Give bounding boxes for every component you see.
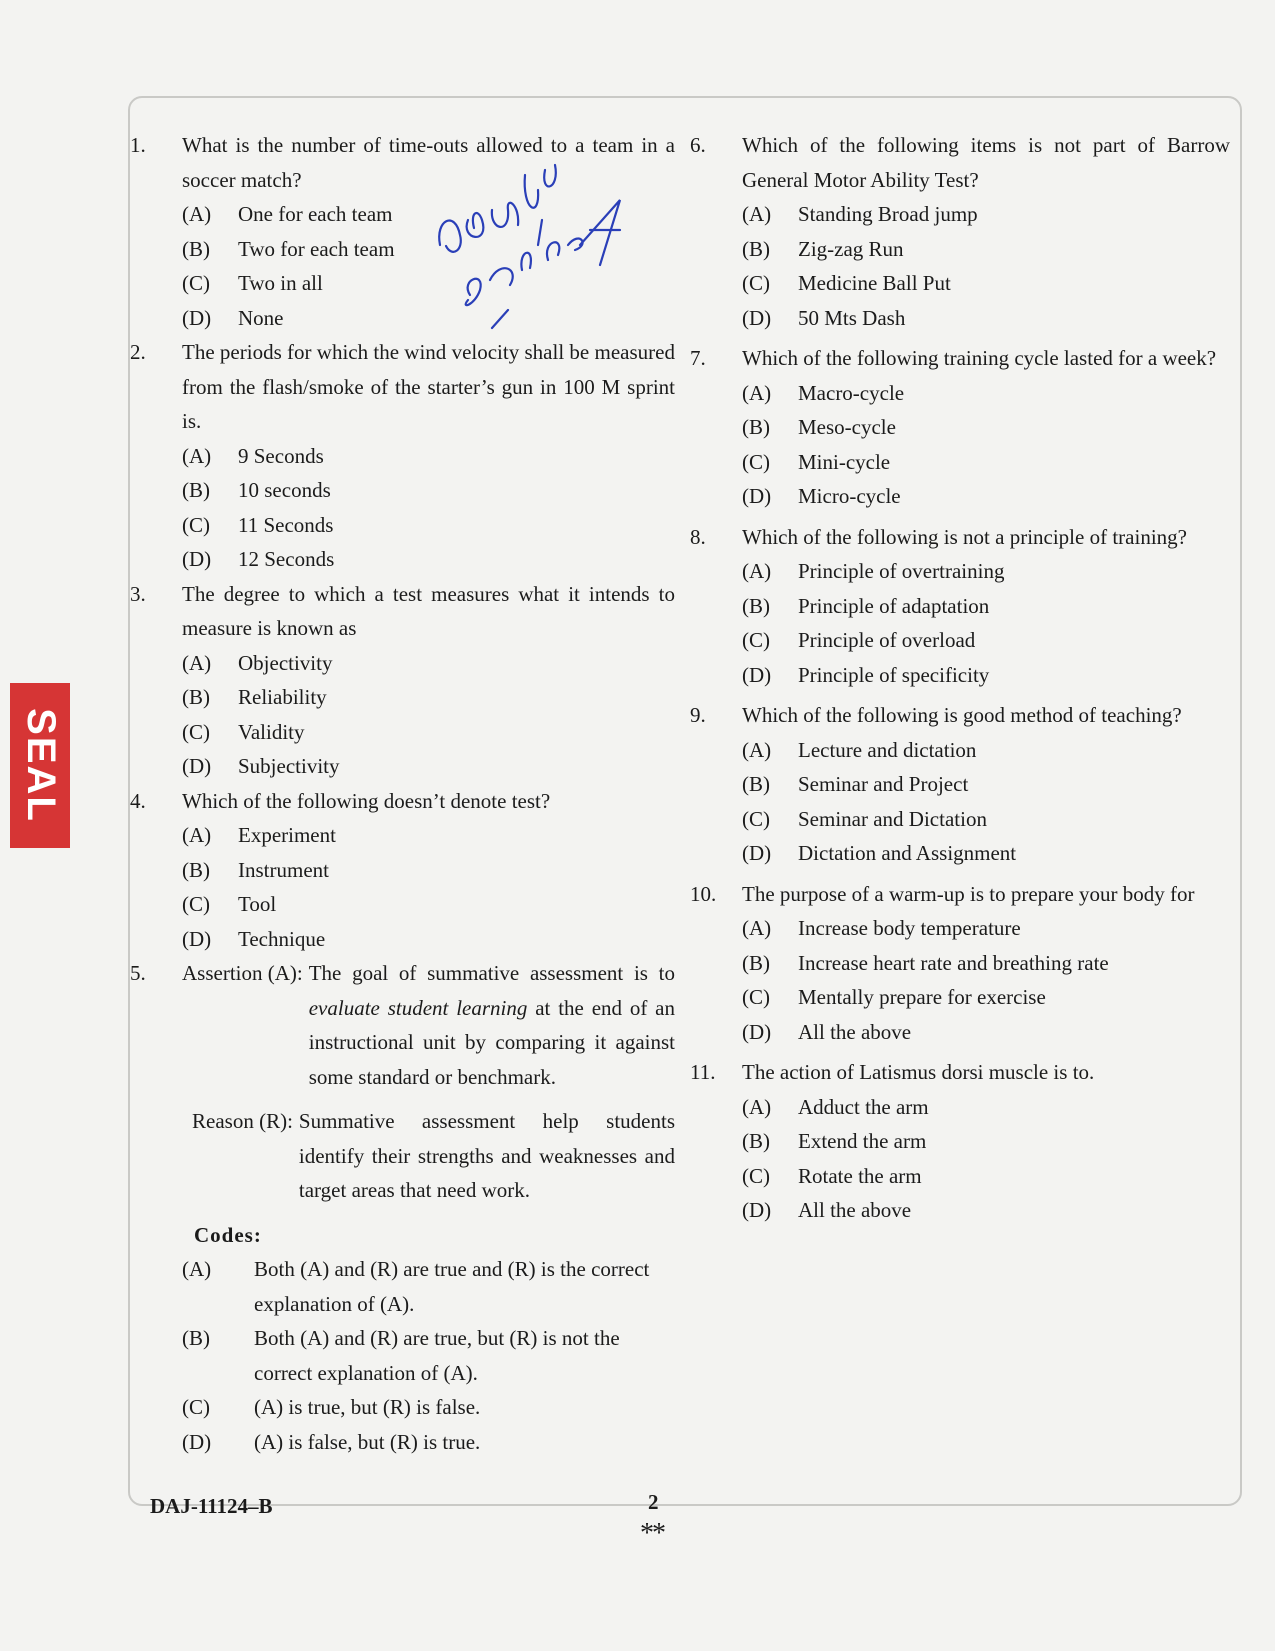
question-3 [130,577,675,784]
question-stem: What is the number of time-outs allowed to a team in a soccer match? [182,133,675,192]
option-text: Lecture and dictation [798,737,977,762]
option-text: Tool [238,892,277,916]
option-d[interactable] [182,749,675,784]
option-c[interactable] [182,508,675,543]
option-c[interactable] [182,715,675,750]
question-number: 3. [130,581,146,606]
option-label: (C) [742,628,770,652]
option-text: Validity [238,719,305,744]
question-stem: Which of the following items is not part of Barrow General Motor Ability Test? [742,133,1230,192]
option-text: Macro-cycle [798,380,905,405]
question-number: 2. [130,340,146,364]
option-label: (A) [182,650,212,675]
option-label: (D) [182,754,212,778]
option-label: (A) [182,202,212,226]
option-label: (B) [742,950,770,975]
option-text: (A) is true, but (R) is false. [254,1395,481,1419]
option-label: (C) [182,892,210,916]
option-a[interactable] [742,197,1230,232]
option-d[interactable] [742,479,1230,514]
option-label: (C) [182,512,210,537]
option-label: (D) [182,926,212,951]
option-d[interactable] [182,301,675,336]
option-c[interactable] [742,623,1230,658]
question-number: 9. [690,703,706,727]
option-a[interactable] [182,646,675,681]
option-label: (A) [182,1257,212,1281]
question-number: 11. [690,1060,716,1084]
option-text: Technique [238,926,326,951]
option-c[interactable] [742,980,1230,1015]
option-a[interactable] [742,911,1230,946]
option-text: All the above [798,1198,912,1222]
option-text: Instrument [238,857,329,882]
question-stem: Which of the following is not a principle of training? [742,524,1187,549]
page-number: 2 [648,1490,659,1514]
option-label: (D) [742,1019,772,1044]
question-11 [690,1055,1230,1228]
code-option-b[interactable] [182,1321,675,1390]
question-number: 6. [690,133,706,157]
option-b[interactable] [742,410,1230,445]
option-label: (B) [182,478,210,502]
option-text: Micro-cycle [798,484,901,508]
option-label: (C) [182,271,210,295]
option-label: (A) [742,916,772,940]
option-b[interactable] [182,853,675,888]
option-text: None [238,305,284,330]
option-text: Two for each team [238,236,395,261]
option-text: Standing Broad jump [798,202,978,226]
option-label: (A) [742,559,772,583]
option-text: Experiment [238,823,336,847]
option-a[interactable] [182,439,675,474]
option-c[interactable] [182,266,675,301]
option-label: (D) [742,305,772,330]
option-b[interactable] [742,946,1230,981]
option-text: Both (A) and (R) are true and (R) is the correct explanation of (A). [254,1257,650,1316]
option-text: Principle of overtraining [798,559,1005,583]
question-stem: The periods for which the wind velocity shall be measured from the flash/smoke of the starter’s gun in 100 M sprint is. [182,340,675,433]
assertion-text: The goal of summative assessment is to evaluate student learning at the end of an instructional unit by comparing it against some standard or benchmark. [308,961,675,1089]
option-b[interactable] [182,232,675,267]
option-d[interactable] [742,1015,1230,1050]
option-label: (B) [182,857,210,882]
option-d[interactable] [742,301,1230,336]
option-text: Meso-cycle [798,415,896,439]
option-text: Subjectivity [238,754,340,778]
option-label: (B) [742,593,770,618]
option-a[interactable] [742,554,1230,589]
option-label: (D) [182,305,212,330]
option-label: (D) [742,662,772,687]
option-label: (A) [742,380,772,405]
option-a[interactable] [742,376,1230,411]
option-a[interactable] [182,818,675,853]
option-text: One for each team [238,202,393,226]
option-c[interactable] [182,887,675,922]
option-label: (D) [182,547,212,571]
question-stem: The degree to which a test measures what it intends to measure is known as [182,581,675,640]
option-label: (A) [742,737,772,762]
booklet-code: DAJ-11124–B [150,1494,273,1518]
option-text: 50 Mts Dash [798,305,906,330]
option-label: (C) [742,985,770,1009]
option-text: Principle of adaptation [798,593,990,618]
option-label: (B) [182,685,210,709]
option-text: Two in all [238,271,323,295]
option-text: Rotate the arm [798,1163,922,1188]
option-b[interactable] [742,589,1230,624]
question-5 [130,956,675,1459]
option-text: Zig-zag Run [798,236,904,261]
question-number: 4. [130,788,146,813]
option-label: (D) [742,841,772,865]
option-label: (A) [742,1094,772,1119]
option-label: (B) [182,1326,210,1350]
option-text: Increase body temperature [798,916,1021,940]
option-b[interactable] [742,767,1230,802]
question-8 [690,520,1230,693]
reason-text: Summative assessment help students identify their strengths and weaknesses and target areas that need work. [298,1109,675,1202]
question-stem: The purpose of a warm-up is to prepare your body for [742,881,1195,906]
option-text: Mini-cycle [798,449,891,474]
question-7 [690,341,1230,514]
option-label: (C) [742,1163,770,1188]
question-4 [130,784,675,957]
option-text: Increase heart rate and breathing rate [798,950,1109,975]
option-d[interactable] [742,836,1230,871]
option-text: Principle of overload [798,628,976,652]
option-text: 12 Seconds [238,547,335,571]
question-1 [130,128,675,335]
option-d[interactable] [742,658,1230,693]
option-label: (A) [182,443,212,468]
codes-title: Codes: [194,1222,262,1247]
option-label: (B) [742,772,770,796]
option-label: (D) [742,484,772,508]
question-number: 1. [130,133,146,157]
assertion [182,956,675,1094]
question-number: 5. [130,961,146,985]
option-text: All the above [798,1019,912,1044]
option-d[interactable] [182,542,675,577]
question-stem: Which of the following is good method of teaching? [742,703,1182,727]
question-9 [690,698,1230,871]
option-label: (C) [182,1395,210,1419]
option-text: Both (A) and (R) are true, but (R) is not the correct explanation of (A). [254,1326,620,1385]
option-label: (C) [742,449,770,474]
option-label: (D) [182,1429,212,1454]
assertion-label: Assertion (A): [182,961,303,985]
question-number: 10. [690,881,717,906]
option-a[interactable] [742,1090,1230,1125]
option-label: (B) [742,415,770,439]
code-option-d[interactable] [182,1425,675,1460]
right-column [690,128,1230,1228]
option-c[interactable] [742,266,1230,301]
option-c[interactable] [742,445,1230,480]
option-text: 11 Seconds [238,512,334,537]
option-text: Mentally prepare for exercise [798,985,1046,1009]
option-text: Seminar and Dictation [798,806,987,831]
option-text: Seminar and Project [798,772,969,796]
option-label: (B) [742,236,770,261]
footer-stars: ** [640,1518,664,1549]
option-a[interactable] [742,733,1230,768]
option-b[interactable] [742,232,1230,267]
code-option-c[interactable] [182,1390,675,1425]
option-text: Objectivity [238,650,333,675]
question-10 [690,877,1230,1050]
option-b[interactable] [742,1124,1230,1159]
option-text: (A) is false, but (R) is true. [254,1429,481,1454]
question-stem: Which of the following training cycle lasted for a week? [742,346,1217,370]
option-label: (C) [182,719,210,744]
option-text: 9 Seconds [238,443,324,468]
reason-label: Reason (R): [192,1109,293,1133]
question-stem: The action of Latismus dorsi muscle is to. [742,1060,1095,1084]
option-d[interactable] [742,1193,1230,1228]
option-c[interactable] [742,1159,1230,1194]
option-text: Principle of specificity [798,662,990,687]
option-label: (C) [742,806,770,831]
option-d[interactable] [182,922,675,957]
option-label: (B) [742,1129,770,1153]
question-2 [130,335,675,577]
option-label: (B) [182,236,210,261]
question-6 [690,128,1230,335]
question-stem: Which of the following doesn’t denote test? [182,788,551,813]
option-text: Adduct the arm [798,1094,929,1119]
option-text: Reliability [238,685,327,709]
option-label: (A) [742,202,772,226]
left-column [130,128,675,1459]
option-label: (A) [182,823,212,847]
option-b[interactable] [182,473,675,508]
option-text: Dictation and Assignment [798,841,1017,865]
code-option-a[interactable] [182,1252,675,1321]
option-label: (C) [742,271,770,295]
option-b[interactable] [182,680,675,715]
option-a[interactable] [182,197,675,232]
question-number: 8. [690,524,706,549]
option-text: Medicine Ball Put [798,271,951,295]
reason [182,1104,675,1208]
option-text: Extend the arm [798,1129,927,1153]
option-text: 10 seconds [238,478,331,502]
question-number: 7. [690,346,706,370]
option-label: (D) [742,1198,772,1222]
seal-label: SEAL [10,683,70,848]
option-c[interactable] [742,802,1230,837]
